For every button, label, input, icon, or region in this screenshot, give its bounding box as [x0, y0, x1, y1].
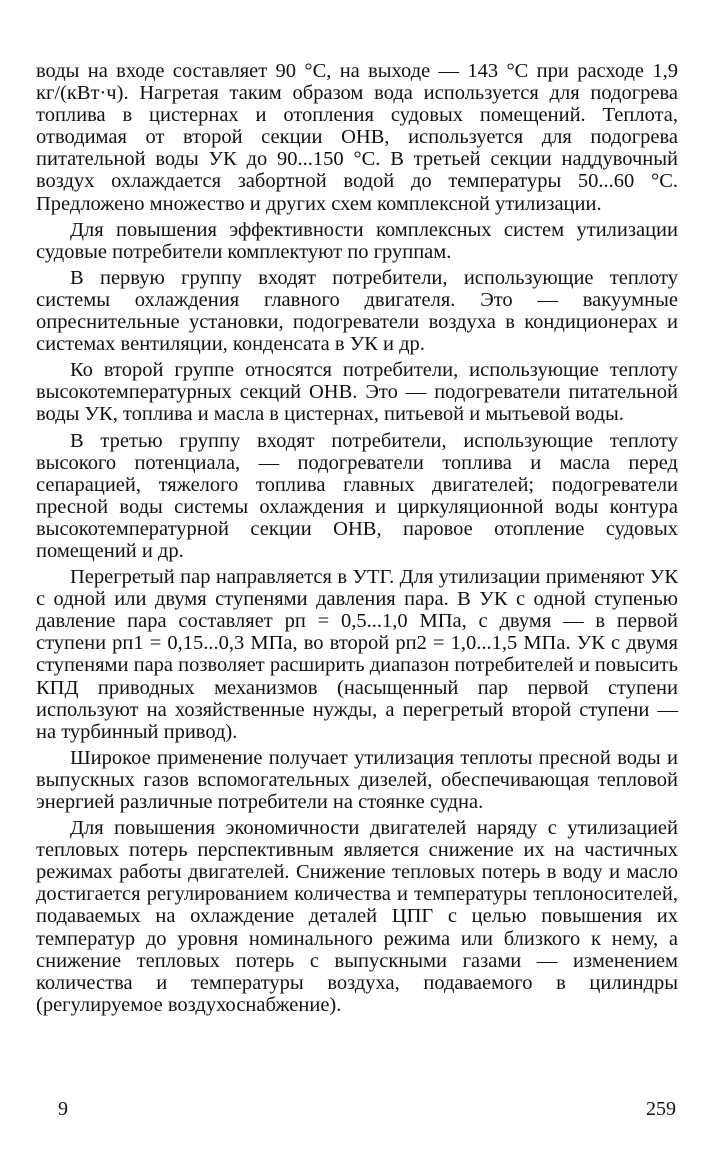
page-number: 259 — [646, 1098, 676, 1120]
paragraph: Для повышения экономичности двигателей наряду с утилизацией тепловых потерь перспективным является снижение их на частичных режимах работы двигателей. Снижение тепловых потерь в воду и масло достигается регулированием количества и температуры теплоносителей, подаваемых на охлаждение деталей ЦПГ с целью повышения их температур до уровня номинального режима или близкого к нему, а снижение тепловых потерь с выпускными газами — изменением количества и температуры воздуха, подаваемого в цилиндры (регулируемое воздухоснабжение). — [36, 817, 678, 1016]
page-footer — [0, 1098, 728, 1126]
paragraph: Ко второй группе относятся потребители, использующие теплоту высокотемпературных секций ОНВ. Это — подогреватели питательной воды УК, топлива и масла в цистернах, питьевой и мытьевой воды. — [36, 359, 678, 426]
paragraph: Для повышения эффективности комплексных систем утилизации судовые потребители комплектуют по группам. — [36, 218, 678, 263]
page-text — [36, 60, 678, 1016]
paragraph: Перегретый пар направляется в УТГ. Для утилизации применяют УК с одной или двумя ступенями давления пара. В УК с одной ступенью давление пара составляет pп = 0,5...1,0 МПа, с двумя — в первой ступени pп1 = 0,15...0,3 МПа, во второй pп2 = 1,0...1,5 МПа. УК с двумя ступенями пара позволяет расширить диапазон потребителей и повысить КПД приводных механизмов (насыщенный пар первой ступени используют на хозяйственные нужды, а перегретый второй ступени — на турбинный привод). — [36, 566, 678, 743]
paragraph: В первую группу входят потребители, использующие теплоту системы охлаждения главного двигателя. Это — вакуумные опреснительные установки, подогреватели воздуха в кондиционерах и системах вентиляции, конденсата в УК и др. — [36, 266, 678, 356]
paragraph: Широкое применение получает утилизация теплоты пресной воды и выпускных газов вспомогательных дизелей, обеспечивающая тепловой энергией различные потребители на стоянке судна. — [36, 746, 678, 813]
signature-mark: 9 — [58, 1098, 68, 1120]
paragraph: В третью группу входят потребители, использующие теплоту высокого потенциала, — подогреватели топлива и масла перед сепарацией, тяжелого топлива главных двигателей; подогреватели пресной воды системы охлаждения и циркуляционной воды контура высокотемпературной секции ОНВ, паровое отопление судовых помещений и др. — [36, 429, 678, 562]
paragraph: воды на входе составляет 90 °С, на выходе — 143 °С при расходе 1,9 кг/(кВт·ч). Нагретая таким образом вода используется для подогрева топлива в цистернах и отопления судовых помещений. Теплота, отводимая от второй секции ОНВ, используется для подогрева питательной воды УК до 90...150 °С. В третьей секции наддувочный воздух охлаждается забортной водой до температуры 50...60 °С. Предложено множество и других схем комплексной утилизации. — [36, 60, 678, 215]
